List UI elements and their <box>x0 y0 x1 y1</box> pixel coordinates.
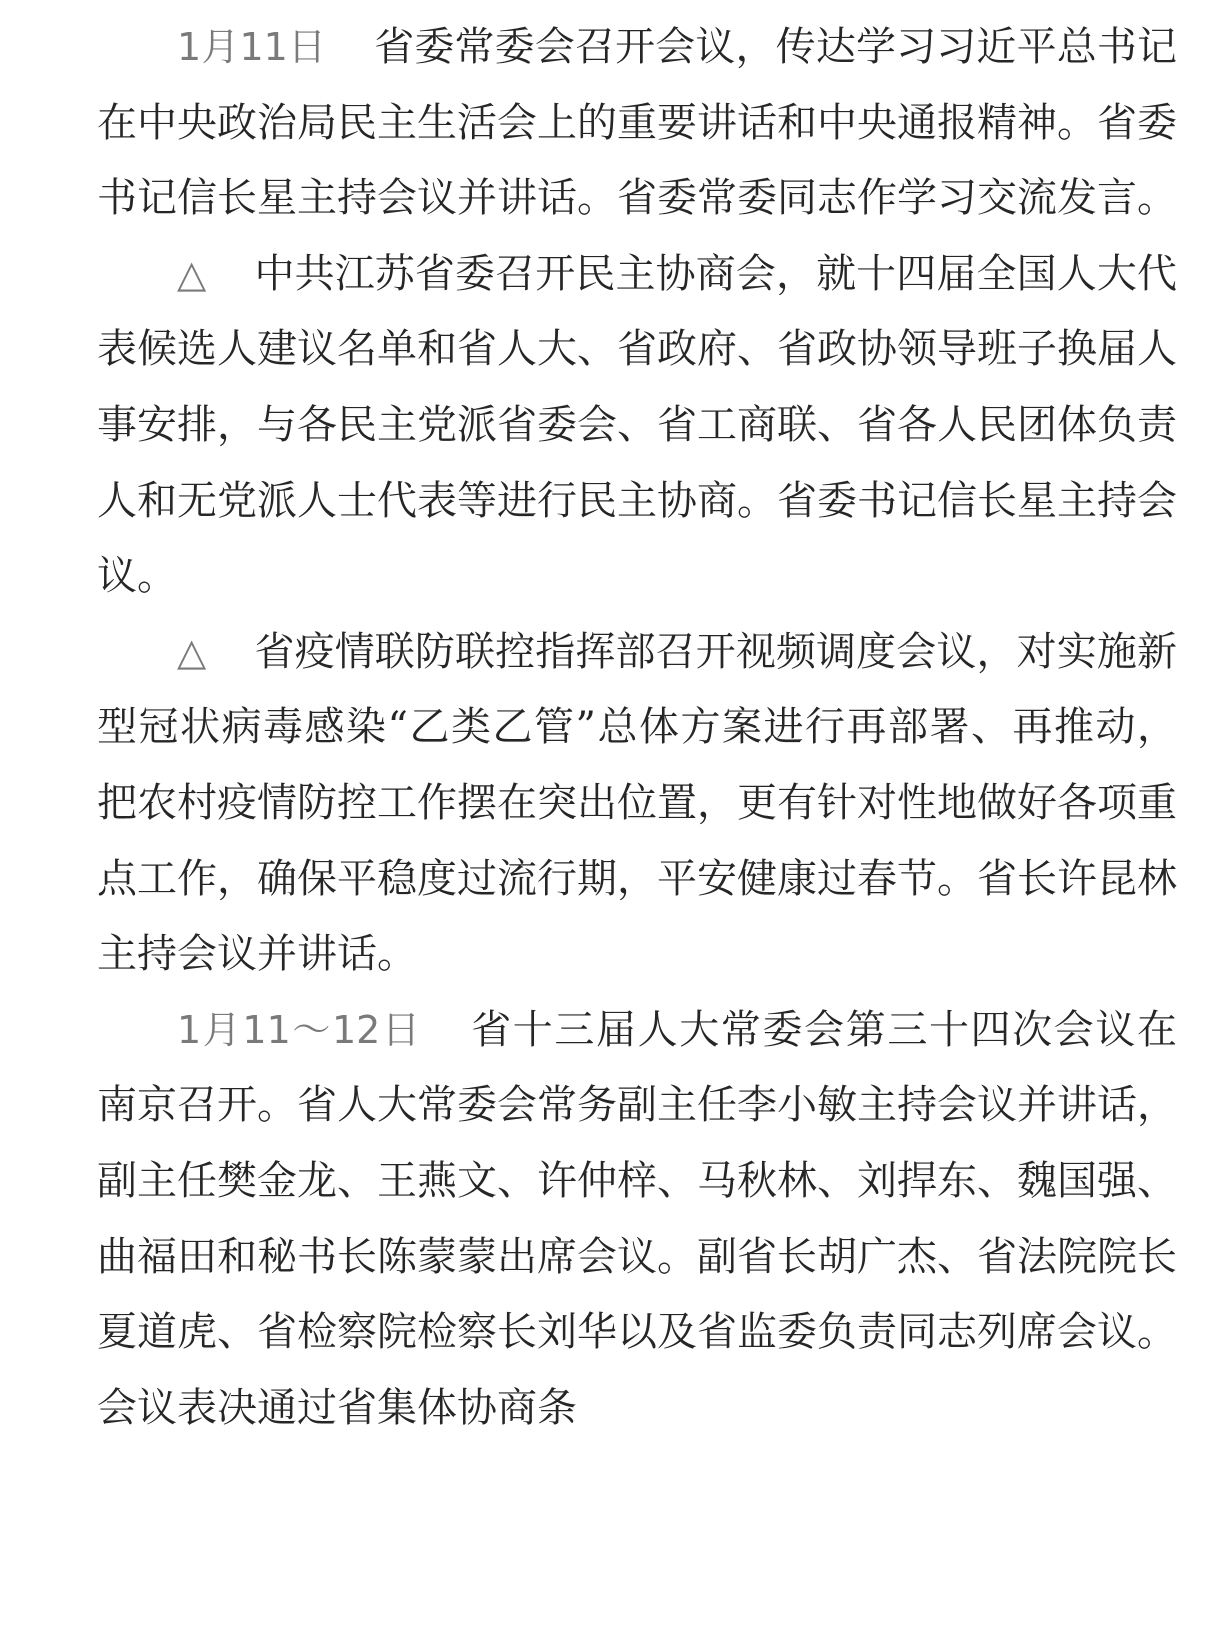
triangle-marker: △ <box>177 629 207 674</box>
entry-jan-11-standing-committee <box>97 10 1177 237</box>
chronicle-text <box>97 10 1177 1446</box>
triangle-marker: △ <box>177 251 207 296</box>
entry-democratic-consultation <box>97 237 1177 615</box>
entry-date: 1月11日 <box>177 25 327 69</box>
entry-text: 省委常委会召开会议，传达学习习近平总书记在中央政治局民主生活会上的重要讲话和中央通报精神。省委书记信长星主持会议并讲话。省委常委同志作学习交流发言。 <box>97 24 1177 222</box>
entry-date: 1月11～12日 <box>177 1007 422 1052</box>
entry-text: 中共江苏省委召开民主协商会，就十四届全国人大代表候选人建议名单和省人大、省政府、省政协领导班子换届人事安排，与各民主党派省委会、省工商联、省各人民团体负责人和无党派人士代表等进行民主协商。省委书记信长星主持会议。 <box>97 250 1177 600</box>
entry-jan-11-12-npc-session <box>97 993 1177 1447</box>
entry-text: 省十三届人大常委会第三十四次会议在南京召开。省人大常委会常务副主任李小敏主持会议并讲话，副主任樊金龙、王燕文、许仲梓、马秋林、刘捍东、魏国强、曲福田和秘书长陈蒙蒙出席会议。副省长胡广杰、省法院院长夏道虎、省检察院检察长刘华以及省监委负责同志列席会议。会议表决通过省集体协商条 <box>97 1006 1178 1431</box>
entry-epidemic-video-meeting <box>97 615 1177 993</box>
entry-text: 省疫情联防联控指挥部召开视频调度会议，对实施新型冠状病毒感染“乙类乙管”总体方案进行再部署、再推动，把农村疫情防控工作摆在突出位置，更有针对性地做好各项重点工作，确保平稳度过流行期，平安健康过春节。省长许昆林主持会议并讲话。 <box>97 628 1177 978</box>
